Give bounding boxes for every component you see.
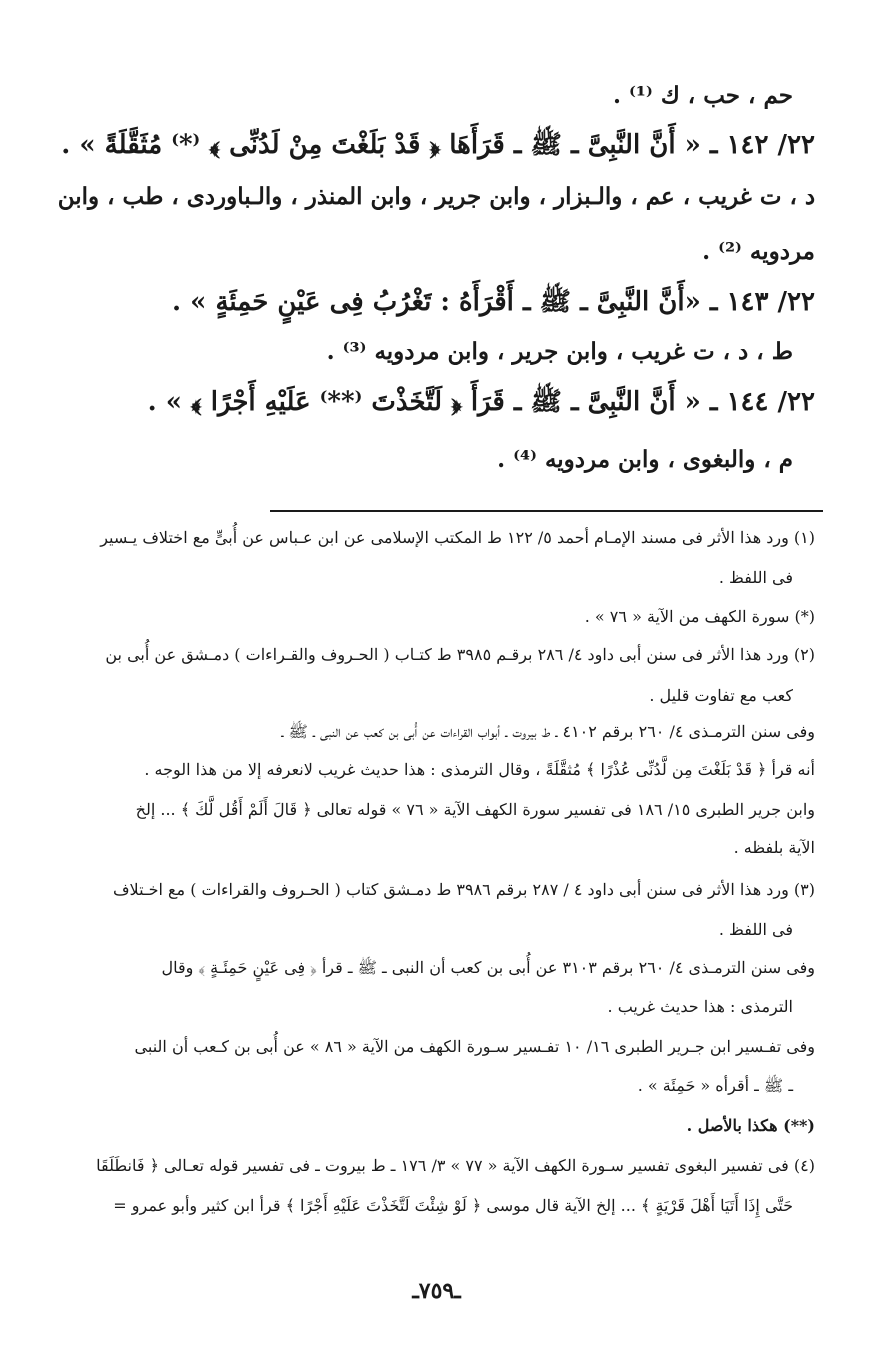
footnote-3-tirmidhi: وفى سنن الترمـذى ٤/ ٢٦٠ برقم ٣١٠٣ عن أُبى بن كعب أن النبى ـ ﷺ ـ قرأ ﴿ فِى عَيْنٍ حَمِئَـةٍ ﴾ وقال <box>161 958 815 977</box>
footnote-3-tirmidhi-cont: الترمذى : هذا حديث غريب . <box>607 997 793 1016</box>
footnote-2-tabari: وابن جرير الطبرى ١٥/ ١٨٦ فى تفسير سورة الكهف الآية « ٧٦ » قوله تعالى ﴿ قَالَ أَلَمْ أَقُل لَّكَ ﴾ ... إلخ <box>135 800 815 819</box>
footnote-separator <box>270 510 823 512</box>
hadith-142-sources: د ، ت غريب ، عم ، والـبزار ، وابن جرير ، وابن المنذر ، والـباوردى ، طب ، وابن <box>57 183 815 210</box>
hadith-142: ٢٢/ ١٤٢ ـ « أَنَّ النَّبِىَّ ـ ﷺ ـ قَرَأَهَا ﴿ قَدْ بَلَغْتَ مِنْ لَدُنِّى ﴾ ⁽*⁾ مُثَقَّلَةً » . <box>61 130 815 160</box>
footnote-2: (٢) ورد هذا الأثر فى سنن أبى داود ٤/ ٢٨٦ برقـم ٣٩٨٥ ط كتـاب ( الحـروف والقـراءات ) دمـشق عن أُبى بن <box>105 645 815 664</box>
hadith-143: ٢٢/ ١٤٣ ـ «أَنَّ النَّبِىَّ ـ ﷺ ـ أَقْرَأَهُ : تَغْرُبُ فِى عَيْنٍ حَمِئَةٍ » . <box>172 287 815 317</box>
footnote-3-tabari-cont: ـ ﷺ ـ أقرأه « حَمِئَة » . <box>637 1076 793 1095</box>
footnote-2-tabari-cont: الآية بلفظه . <box>733 838 815 857</box>
footnote-3-cont: فى اللفظ . <box>718 920 793 939</box>
footnote-1: (١) ورد هذا الأثر فى مسند الإمـام أحمد ٥/ ١٢٢ ط المكتب الإسلامى عن ابن عـباس عن أُبىٍّ مع اختلاف يـسير <box>100 528 815 547</box>
footnote-2-tirmidhi: وفى سنن الترمـذى ٤/ ٢٦٠ برقم ٤١٠٢ ـ ط بيروت ـ أبواب القراءات عن أُبى بن كعب عن النبى ـ ﷺ ـ <box>281 722 815 741</box>
footnote-4: (٤) فى تفسير البغوى تفسير سـورة الكهف الآية « ٧٧ » ٣/ ١٧٦ ـ ط بيروت ـ فى تفسير قوله تعـالى ﴿ فَانطَلَقَا <box>96 1156 815 1175</box>
hadith-144-sources: م ، والبغوى ، وابن مردويه ⁽⁴⁾ . <box>497 446 793 473</box>
hadith-144: ٢٢/ ١٤٤ ـ « أَنَّ النَّبِىَّ ـ ﷺ ـ قَرَأَ ﴿ لَتَّخَذْتَ ⁽**⁾ عَلَيْهِ أَجْرًا ﴾ » . <box>147 387 815 417</box>
footnote-double-star: (**) هكذا بالأصل . <box>686 1116 815 1135</box>
hadith-142-sources-cont: مردويه ⁽²⁾ . <box>702 238 815 265</box>
footnote-1-cont: فى اللفظ . <box>718 568 793 587</box>
hadith-143-sources: ط ، د ، ت غريب ، وابن جرير ، وابن مردويه ⁽³⁾ . <box>326 338 793 365</box>
main-line-1: حم ، حب ، ك ⁽¹⁾ . <box>613 82 793 109</box>
footnote-2-tirmidhi-cont: أنه قرأ ﴿ قَدْ بَلَغْتَ مِن لَّدُنِّى عُذْرًا ﴾ مُثقَّلَةً ، وقال الترمذى : هذا حديث غريب لانعرفه إلا من هذا الوجه . <box>144 760 815 779</box>
footnote-3-tabari: وفى تفـسير ابن جـرير الطبرى ١٦/ ١٠ تفـسير سـورة الكهف من الآية « ٨٦ » عن أُبى بن كـعب أن النبى <box>134 1037 815 1056</box>
footnote-4-cont: حَتَّى إِذَا أَتَيَا أَهْلَ قَرْيَةٍ ﴾ ... إلخ الآية قال موسى ﴿ لَوْ شِئْتَ لَتَّخَذْتَ عَلَيْهِ أَجْرًا ﴾ قرأ ابن كثير وأبو عمرو = <box>113 1196 793 1215</box>
page-number: ـ٧٥٩ـ <box>412 1278 461 1304</box>
footnote-star: (*) سورة الكهف من الآية « ٧٦ » . <box>584 607 815 626</box>
footnote-3: (٣) ورد هذا الأثر فى سنن أبى داود ٤ / ٢٨٧ برقم ٣٩٨٦ ط دمـشق كتاب ( الحـروف والقراءات ) مع اخـتلاف <box>112 880 815 899</box>
footnote-2-cont: كعب مع تفاوت قليل . <box>649 686 793 705</box>
